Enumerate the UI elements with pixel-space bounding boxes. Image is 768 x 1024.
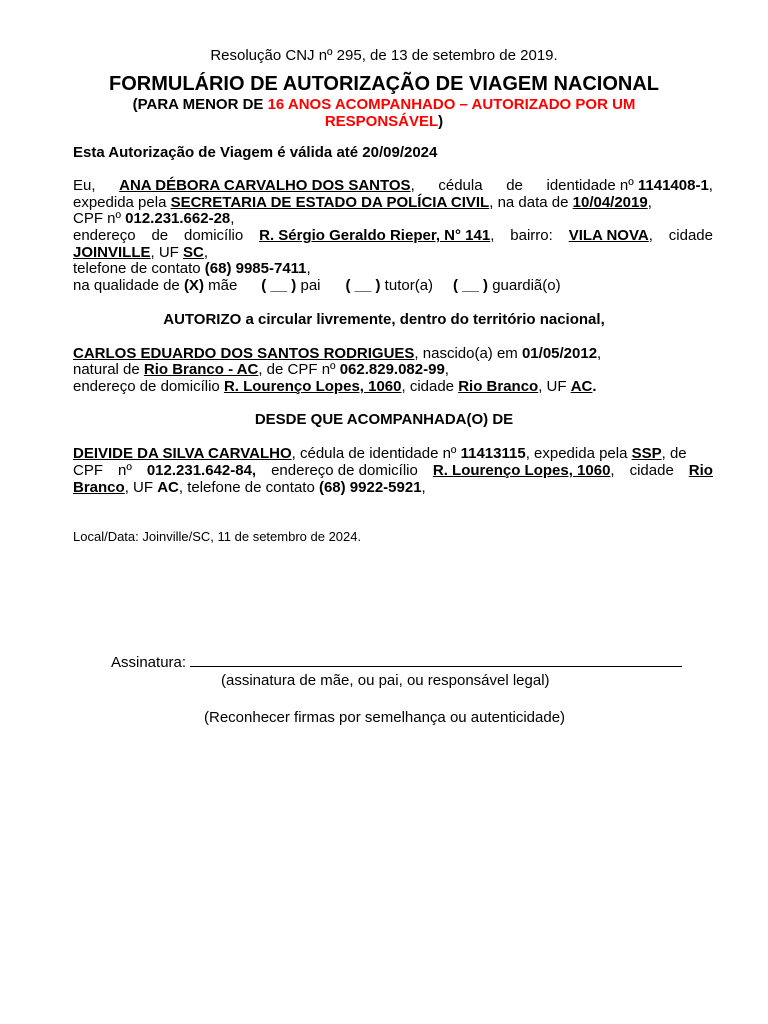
guardian-word-bairro: bairro: [510,227,553,244]
companion-address-label: endereço de domicílio [271,462,418,479]
companion-address-group [433,462,615,479]
guardian-city: JOINVILLE [73,244,151,261]
subtitle-red-2: RESPONSÁVEL [324,113,439,130]
mother-option-label: mãe [203,277,238,294]
guardian-word-identidade: identidade nº [546,177,634,194]
guardian-id-group [547,177,713,194]
companion-line-2 [73,462,713,479]
guardian-phone-comma: , [306,260,311,277]
subtitle-close: ) [438,113,444,130]
companion-city-part-2: Branco [73,479,125,496]
minor-name: CARLOS EDUARDO DOS SANTOS RODRIGUES [73,345,415,362]
resolution-reference: Resolução CNJ nº 295, de 13 de setembro de 2019. [210,47,558,64]
companion-line-3 [73,479,426,496]
guardian-address-group [259,227,494,244]
guardian-option-box: ( __ ) [453,277,489,294]
guardian-issued-by: expedida pela [73,194,171,211]
companion-issuer-suffix: , de [661,445,687,462]
companion-phone-comma: , [421,479,426,496]
companion-id-number: 11413115 [460,445,526,462]
signature-row [111,652,682,671]
guardian-word-cedula: cédula [438,177,483,194]
accompanied-statement: DESDE QUE ACOMPANHADA(O) DE [254,411,514,428]
father-option-box: ( __ ) [261,277,297,294]
guardian-id-number: 1141408-1 [637,177,709,194]
companion-city-label: cidade [629,462,674,479]
companion-city-part-1: Rio [688,462,713,479]
minor-cpf-label: , de CPF nº [258,361,340,378]
guardian-on-date: , na data de [489,194,573,211]
signature-caption: (assinatura de mãe, ou pai, ou responsável legal) [221,672,550,689]
form-subtitle-line-1 [0,96,768,113]
guardian-option-label: guardiã(o) [488,277,561,294]
form-subtitle-line-2 [0,113,768,130]
signature-label: Assinatura: [111,654,187,671]
guardian-word-de-2: de [151,227,169,244]
guardian-word-de: de [506,177,523,194]
companion-cpf-no: nº [118,462,132,479]
guardian-phone: (68) 9985-7411 [204,260,307,277]
companion-issued-by: , expedida pela [525,445,632,462]
minor-birth-date: 01/05/2012 [521,345,598,362]
companion-address: R. Lourenço Lopes, 1060 [432,462,611,479]
minor-city-label: , cidade [401,378,459,395]
capacity-label: na qualidade de [73,277,184,294]
companion-phone: (68) 9922-5921 [318,479,422,496]
minor-uf: AC [570,378,593,395]
guardian-word-endereco: endereço [73,227,136,244]
guardian-address-comma: , [490,227,495,244]
tutor-option-box: ( __ ) [345,277,381,294]
minor-address: R. Lourenço Lopes, 1060 [223,378,402,395]
guardian-word-cidade: cidade [668,227,713,244]
companion-address-comma: , [610,462,615,479]
minor-address-label: endereço de domicílio [73,378,224,395]
minor-uf-label: , UF [538,378,571,395]
guardian-name-group [119,177,415,194]
guardian-name: ANA DÉBORA CARVALHO DOS SANTOS [119,177,411,194]
validity-statement: Esta Autorização de Viagem é válida até 20/09/2024 [73,144,438,161]
guardian-uf: SC [183,244,204,261]
guardian-address: R. Sérgio Geraldo Rieper, N° 141 [259,227,491,244]
minor-city: Rio Branco [458,378,539,395]
guardian-date-comma: , [647,194,652,211]
minor-line-3 [73,378,597,395]
companion-cpf-word: CPF [73,462,103,479]
guardian-capacity-line [73,277,561,294]
form-title: FORMULÁRIO DE AUTORIZAÇÃO DE VIAGEM NACIONAL [109,73,659,95]
tutor-option-label: tutor(a) [380,277,434,294]
minor-born-label: , nascido(a) em [414,345,522,362]
companion-uf-label: , UF [124,479,158,496]
guardian-phone-label: telefone de contato [73,260,205,277]
minor-cpf-comma: , [444,361,449,378]
notarization-note: (Reconhecer firmas por semelhança ou autenticidade) [204,709,566,726]
guardian-line-5 [73,244,208,261]
companion-id-label: , cédula de identidade nº [291,445,461,462]
guardian-district: VILA NOVA [568,227,649,244]
guardian-cpf-comma: , [230,210,235,227]
guardian-issuer: SECRETARIA DE ESTADO DA POLÍCIA CIVIL [170,194,490,211]
minor-cpf: 062.829.082-99 [339,361,445,378]
guardian-cpf-label: CPF nº [73,210,126,227]
minor-birth-comma: , [597,345,602,362]
guardian-line-1 [73,177,713,194]
companion-cpf: 012.231.642-84, [146,462,257,479]
place-and-date: Local/Data: Joinville/SC, 11 de setembro de 2024. [73,529,362,544]
guardian-uf-comma: , [203,244,209,261]
guardian-line-3 [73,210,234,227]
subtitle-open: (PARA MENOR DE [132,96,268,113]
companion-issuer: SSP [631,445,662,462]
authorize-statement: AUTORIZO a circular livremente, dentro do território nacional, [163,311,605,328]
minor-natural-label: natural de [73,361,144,378]
signature-line[interactable] [190,652,682,667]
companion-phone-label: , telefone de contato [178,479,319,496]
guardian-cpf: 012.231.662-28 [125,210,231,227]
father-option-label: pai [296,277,321,294]
minor-period: . [592,378,597,395]
guardian-issue-date: 10/04/2019 [572,194,648,211]
guardian-line-6 [73,260,311,277]
guardian-uf-label: , UF [150,244,184,261]
guardian-district-comma: , [648,227,653,244]
companion-uf: AC [157,479,179,496]
minor-line-1 [73,345,601,362]
mother-option-box: (X) [183,277,204,294]
minor-birthplace: Rio Branco - AC [143,361,259,378]
guardian-intro: Eu, [73,177,96,194]
companion-name: DEIVIDE DA SILVA CARVALHO [73,445,292,462]
guardian-word-domicilio: domicílio [184,227,244,244]
guardian-id-comma: , [708,177,713,194]
subtitle-red-1: 16 ANOS ACOMPANHADO – AUTORIZADO POR UM [267,96,636,113]
guardian-line-4 [73,227,713,244]
minor-line-2 [73,361,449,378]
companion-line-1 [73,445,687,462]
guardian-line-2 [73,194,652,211]
guardian-district-group [569,227,653,244]
guardian-comma: , [410,177,415,194]
